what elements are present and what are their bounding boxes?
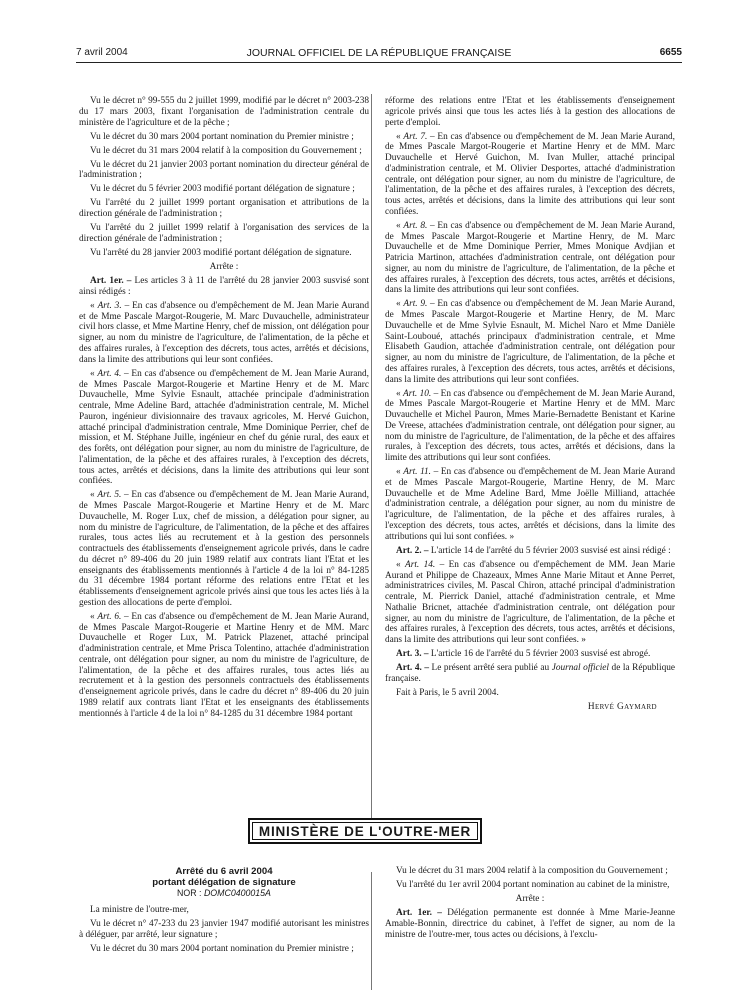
article-lead: Art. 3. – [396,649,429,660]
paragraph [385,649,675,660]
article-label: Art. 3. [97,300,122,311]
ministry-banner [248,818,482,844]
paragraph [79,248,369,259]
paragraph [385,221,675,296]
page-header [76,47,682,61]
header-date: 7 avril 2004 [76,47,128,58]
quote-open: « [90,611,98,622]
decree-left-paragraphs [79,905,369,955]
paragraph-text: Vu l'arrêté du 2 juillet 1999 relatif à l'organisation des services de la direction générale de l'administration ; [79,223,369,245]
paragraph-text: – En cas d'absence ou d'empêchement de M. Jean Marie Aurand, de Mmes Pascale Margot-Rougerie et Martine Henry, de M. Marc Duvauchelle et de Mme Dominique Perrier, Mmes Monique Avdjian et Patricia Martinon, attachées d'administration centrale, ont délégation pour signer, au nom du ministre de l'agriculture, de l'alimentation, de la pêche et des affaires rurales, à l'exception des décrets, tous actes, arrêtés et décisions, dans la limite des attributions qui leur sont confiées. [385,220,675,296]
paragraph-text: réforme des relations entre l'Etat et les établissements d'enseignement agricole privés ainsi que tous les actes liés à la gestion des allocations de perte d'emploi. [385,96,675,128]
article-label: Art. 6. [97,611,122,622]
article-label: Art. 10. [403,388,432,399]
paragraph-text: – En cas d'absence ou d'empêchement de M. Jean Marie Aurand, de Mmes Pascale Margot-Rougerie et Martine Henry, de M. Marc Duvauchelle et de Mme Sylvie Esnault, M. Michel Naro et Mme Danièle Saint-Louboué, attachés principaux d'administration centrale, et Mme Elisabeth Gaudion, attachée d'administration centrale, ont délégation pour signer, au nom du ministre de l'agriculture, de l'alimentation, de la pêche et des affaires rurales, à l'exception des décrets, tous actes, arrêtés et décisions, dans la limite des attributions qui leur sont confiées. [385,299,675,385]
decree-nor-label: NOR : [177,888,204,898]
paragraph-text: L'article 14 de l'arrêté du 5 février 2003 susvisé est ainsi rédigé : [428,545,671,556]
paragraph-text: – En cas d'absence ou d'empêchement de M. Jean Marie Aurand et de Mmes Pascale Margot-Rougerie, Martine Henry, de M. Marc Duvauchelle et de Mme Adeline Bard, Mme Joëlle Milliand, attachée d'administration centrale, a délégation pour signer, au nom du ministre de l'agriculture, de l'alimentation, de la pêche et des affaires rurales, à l'exception des décrets, tous actes, arrêtés et décisions, dans la limite des attributions qui lui sont confiées. » [385,467,675,542]
paragraph-text: – En cas d'absence ou d'empêchement de M. Jean Marie Aurand, de Mmes Pascale Margot-Rougerie et Martine Henry et de MM. Marc Duvauchelle et Hervé Guichon, M. Ivan Muller, attaché principal d'administration centrale, et M. Olivier Desportes, attaché d'administration centrale, ont délégation pour signer, au nom du ministre de l'agriculture, de l'alimentation, de la pêche et des affaires rurales, à l'exception des décrets, tous actes, arrêtés et décisions, dans la limite des attributions qui leur sont confiées. [385,131,675,217]
paragraph [79,262,369,273]
paragraph-text: Vu le décret du 30 mars 2004 portant nomination du Premier ministre ; [90,131,354,142]
quote-open: « [396,467,404,478]
quote-open: « [396,388,404,399]
paragraph-text: Vu le décret du 31 mars 2004 relatif à la composition du Gouvernement ; [90,145,362,156]
paragraph [79,612,369,720]
paragraph-text: – En cas d'absence ou d'empêchement de M. Jean Marie Aurand et de Mme Pascale Margot-Rougerie, M. Marc Duvauchelle, administrateur civil hors classe, et Mme Martine Henry, chef de mission, ont délégation pour signer, au nom du ministre de l'agriculture, de l'alimentation, de la pêche et des affaires rurales, à l'exception des décrets, tous actes, arrêtés et décisions, dans la limite des attributions qui leur sont confiées. [79,300,369,365]
paragraph-text: Vu l'arrêté du 2 juillet 1999 portant organisation et attributions de la direction générale de l'administration ; [79,198,369,220]
paragraph-text: Le présent arrêté sera publié au [429,663,552,674]
decree-nor-code: DOMC0400015A [203,888,271,898]
paragraph [79,369,369,487]
quote-open: « [90,300,98,311]
paragraph [79,301,369,366]
article-lead: Art. 4. – [396,663,429,674]
paragraph [79,919,369,941]
paragraph [79,223,369,245]
header-rule [76,62,682,63]
paragraph-text: Délégation permanente est donnée à Mme Marie-Jeanne Amable-Bonnin, directrice du cabinet, à l'effet de signer, au nom de la ministre de l'outre-mer, tous actes ou décisions, à l'exclu- [385,908,675,940]
article-label: Art. 8. [403,220,428,231]
paragraph [79,276,369,298]
paragraph [385,663,675,685]
paragraph [385,880,675,891]
paragraph [385,299,675,385]
paragraph [385,688,675,699]
paragraph [385,560,675,646]
article-label: Art. 14. [405,559,436,570]
quote-open: « [396,220,404,231]
paragraph-text: – En cas d'absence ou d'empêchement de M. Jean Marie Aurand, de Mmes Pascale Margot-Rougerie et Martine Henry et de M. Marc Duvauchelle, M. Roger Lux, chef de mission, a délégation pour signer, au nom du ministre de l'agriculture, de l'alimentation, de la pêche et des affaires rurales, tous actes liés au recrutement et à la gestion des personnels contractuels des établissements d'enseignement agricole privés, dans le cadre du décret n° 89-406 du 20 juin 1989 relatif aux contrats liant l'Etat et les enseignants des établissements mentionnés à l'article 4 de la loi n° 84-1285 du 31 décembre 1984 portant réforme des relations entre l'Etat et les établissements d'enseignement agricole privés ainsi que tous les actes liés à la gestion des allocations de perte d'emploi. [79,490,369,608]
paragraph-text: L'article 16 de l'arrêté du 5 février 2003 susvisé est abrogé. [428,649,651,660]
decree-nor [79,888,369,899]
paragraph [385,908,675,940]
paragraph [79,490,369,608]
paragraph-text: Vu le décret du 5 février 2003 modifié portant délégation de signature ; [90,184,355,195]
paragraph [385,389,675,464]
paragraph-text: Vu l'arrêté du 1er avril 2004 portant nomination au cabinet de la ministre, [396,880,670,891]
quote-open: « [396,559,406,570]
paragraph-text: Fait à Paris, le 5 avril 2004. [396,687,499,698]
column-divider-2 [371,872,372,990]
header-page-number: 6655 [659,47,682,58]
paragraph-text: – En cas d'absence ou d'empêchement de M. Jean Marie Aurand, de Mmes Pascale Margot-Rougerie et Martine Henry et de MM. Marc Duvauchelle et Roger Lux, M. Patrick Plazenet, attaché principal d'administration centrale, et Mme Prisca Tolentino, attachée d'administration centrale, ont délégation pour signer, au nom du ministre de l'agriculture, de l'alimentation, de la pêche et des affaires rurales, tous actes liés au recrutement et à la gestion des personnels contractuels des établissements d'enseignement agricole privés, dans le cadre du décret n° 89-406 du 20 juin 1989 relatif aux contrats liant l'Etat et les enseignants des établissements mentionnés à l'article 4 de la loi n° 84-1285 du 31 décembre 1984 portant [79,611,369,719]
paragraph [385,894,675,905]
decree-left-column [79,866,369,958]
article-lead: Art. 1er. – [396,908,442,919]
paragraph-text-end: de la République française. [385,663,675,684]
paragraph [79,905,369,916]
ministry-banner-label: MINISTÈRE DE L'OUTRE-MER [252,822,478,840]
paragraph-text: Les articles 3 à 11 de l'arrêté du 28 janvier 2003 susvisé sont ainsi rédigés : [79,276,369,297]
paragraph-text: Vu le décret du 21 janvier 2003 portant nomination du directeur général de l'administration ; [79,159,369,181]
decree-title: Arrêté du 6 avril 2004 [175,866,273,877]
paragraph-italic: Journal officiel [551,663,609,674]
article-label: Art. 11. [403,467,432,478]
paragraph-text: Vu le décret n° 47-233 du 23 janvier 1947 modifié autorisant les ministres à déléguer, par arrêté, leur signature ; [79,918,369,940]
paragraph [79,146,369,157]
paragraph [79,198,369,220]
quote-open: « [90,368,98,379]
left-column [79,96,369,723]
column-divider [371,94,372,818]
header-journal-title: JOURNAL OFFICIEL DE LA RÉPUBLIQUE FRANÇAISE [246,47,512,59]
paragraph-text: Vu l'arrêté du 28 janvier 2003 modifié portant délégation de signature. [90,248,352,259]
article-lead: Art. 1er. – [90,276,132,287]
paragraph-text: Arrête : [209,262,239,273]
paragraph-text: Vu le décret du 31 mars 2004 relatif à la composition du Gouvernement ; [396,866,668,876]
paragraph [79,944,369,955]
paragraph [385,702,657,713]
paragraph-text: – En cas d'absence ou d'empêchement de M. Jean Marie Aurand, de Mmes Pascale Margot-Rougerie et Martine Henry et de MM. Marc Duvauchelle et Michel Pauron, Mmes Marie-Bernadette Benistant et Karine De Vreese, attachées d'administration centrale, ont délégation pour signer, au nom du ministre de l'agriculture, de l'alimentation, de la pêche et des affaires rurales, à l'exception des décrets, tous actes, arrêtés et décisions, dans la limite des attributions qui leur sont confiées. [385,388,675,464]
article-label: Art. 7. [403,131,428,142]
right-column [385,96,675,716]
article-label: Art. 4. [97,368,122,379]
article-label: Art. 5. [97,490,122,501]
paragraph-text: – En cas d'absence ou d'empêchement de M. Jean Marie Aurand, de Mmes Pascale Margot-Rougerie et Martine Henry et de M. Marc Duvauchelle, Mme Sylvie Esnault, attachée principale d'administration centrale, Mme Adeline Bard, attachée d'administration centrale, M. Michel Pauron, ingénieur divisionnaire des travaux agricoles, M. Hervé Guichon, attaché principal d'administration centrale, Mme Dominique Perrier, chef de mission, et M. Stéphane Juille, ingénieur en chef du génie rural, des eaux et des forêts, ont délégation pour signer, au nom du ministre de l'agriculture, de l'alimentation, de la pêche et des affaires rurales, à l'exception des décrets, tous actes, arrêtés et décisions, dans la limite des attributions qui leur sont confiées. [79,368,369,487]
article-lead: Art. 2. – [396,545,429,556]
quote-open: « [396,299,404,310]
paragraph [385,96,675,128]
paragraph-text: Vu le décret du 30 mars 2004 portant nomination du Premier ministre ; [90,943,354,954]
decree-subtitle: portant délégation de signature [152,877,296,888]
paragraph [79,160,369,182]
paragraph-text: Hervé Gaymard [587,702,657,713]
paragraph-text: Arrête : [515,894,545,905]
paragraph [385,467,675,542]
paragraph-text: Vu le décret n° 99-555 du 2 juillet 1999, modifié par le décret n° 2003-238 du 17 mars 2003, fixant l'organisation de l'administration centrale du ministère de l'agriculture et de la pêche ; [79,96,369,128]
paragraph [385,132,675,218]
article-label: Art. 9. [403,299,428,310]
paragraph [79,96,369,128]
paragraph [385,546,675,557]
quote-open: « [396,131,404,142]
paragraph [385,866,675,877]
paragraph-text: – En cas d'absence ou d'empêchement de MM. Jean Marie Aurand et Philippe de Chazeaux, Mmes Anne Marie Mitaut et Anne Perret, administratrices civiles, M. Pascal Chiron, attaché principal d'administration centrale, M. Pierrick Daniel, attaché d'administration centrale, et Mme Nathalie Bricnet, attachée d'administration centrale, ont délégation pour signer, au nom du ministre de l'agriculture, de l'alimentation, de la pêche et des affaires rurales, à l'exception des décrets, tous actes, arrêtés et décisions, dans la limite des attributions qui leur sont confiées. » [385,559,675,646]
quote-open: « [90,490,98,501]
paragraph-text: La ministre de l'outre-mer, [90,904,189,915]
paragraph [79,184,369,195]
decree-right-column [385,866,675,944]
paragraph [79,132,369,143]
